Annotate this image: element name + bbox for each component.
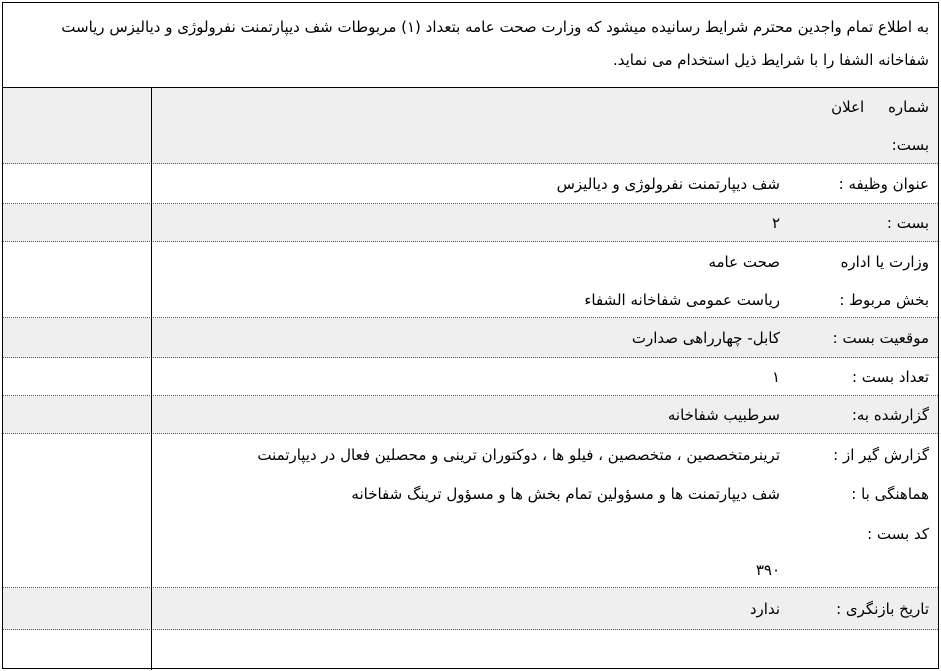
location-label: موقعیت بست : bbox=[832, 329, 929, 347]
row-empty bbox=[3, 630, 938, 670]
row-ministry-department bbox=[3, 242, 938, 318]
reports-from-value: ترینرمتخصصین ، متخصصین ، فیلو ها ، دوکتوران ترینی و محصلین فعال در دیپارتمنت bbox=[257, 446, 780, 464]
row-job-title bbox=[3, 164, 938, 204]
row-grade bbox=[3, 204, 938, 242]
coordination-label: هماهنگی با : bbox=[851, 485, 929, 503]
department-value: ریاست عمومی شفاخانه الشفاء bbox=[584, 291, 780, 309]
row-extension-date bbox=[3, 588, 938, 630]
job-title-label: عنوان وظیفه : bbox=[838, 175, 929, 193]
coordination-value: شف دیپارتمنت ها و مسؤولین تمام بخش ها و مسؤول ترینگ شفاخانه bbox=[351, 485, 780, 503]
location-value: کابل- چهارراهی صدارت bbox=[631, 329, 780, 347]
reports-from-label: گزارش گیر از : bbox=[833, 446, 929, 464]
announcement-word-announcement: اعلان bbox=[831, 98, 865, 116]
post-code-label: کد بست : bbox=[867, 525, 929, 543]
announcement-word-post: بست: bbox=[891, 136, 929, 154]
extension-date-label: تاریخ بازنگری : bbox=[836, 600, 929, 618]
announcement-number-label bbox=[794, 88, 929, 164]
row-reports-to bbox=[3, 396, 938, 434]
intro-paragraph: به اطلاع تمام واجدین محترم شرایط رسانیده میشود که وزارت صحت عامه بتعداد (۱) مربوطات شف دیپارتمنت نفرولوژی و دیالیزس ریاست شفاخانه الشفا را با شرایط ذیل استخدام می نماید. bbox=[3, 3, 938, 88]
ministry-value: صحت عامه bbox=[708, 253, 780, 271]
job-title-value: شف دیپارتمنت نفرولوژی و دیالیزس bbox=[556, 175, 780, 193]
post-code-value: ۳۹۰ bbox=[755, 561, 780, 579]
grade-value: ۲ bbox=[771, 214, 780, 232]
row-reporting-coordination bbox=[3, 434, 938, 588]
reports-to-value: سرطبیب شفاخانه bbox=[667, 406, 780, 424]
announcement-word-number: شماره bbox=[888, 98, 929, 116]
grade-label: بست : bbox=[886, 214, 929, 232]
row-post-count bbox=[3, 358, 938, 396]
column-divider bbox=[151, 88, 152, 670]
job-announcement-table bbox=[2, 2, 939, 669]
post-count-label: تعداد بست : bbox=[851, 368, 929, 386]
post-count-value: ۱ bbox=[771, 368, 780, 386]
row-location bbox=[3, 318, 938, 358]
reports-to-label: گزارشده به: bbox=[851, 406, 929, 424]
extension-date-value: ندارد bbox=[749, 600, 780, 618]
row-announcement-number bbox=[3, 88, 938, 164]
ministry-label: وزارت یا اداره bbox=[840, 253, 929, 271]
department-label: بخش مربوط : bbox=[839, 291, 929, 309]
